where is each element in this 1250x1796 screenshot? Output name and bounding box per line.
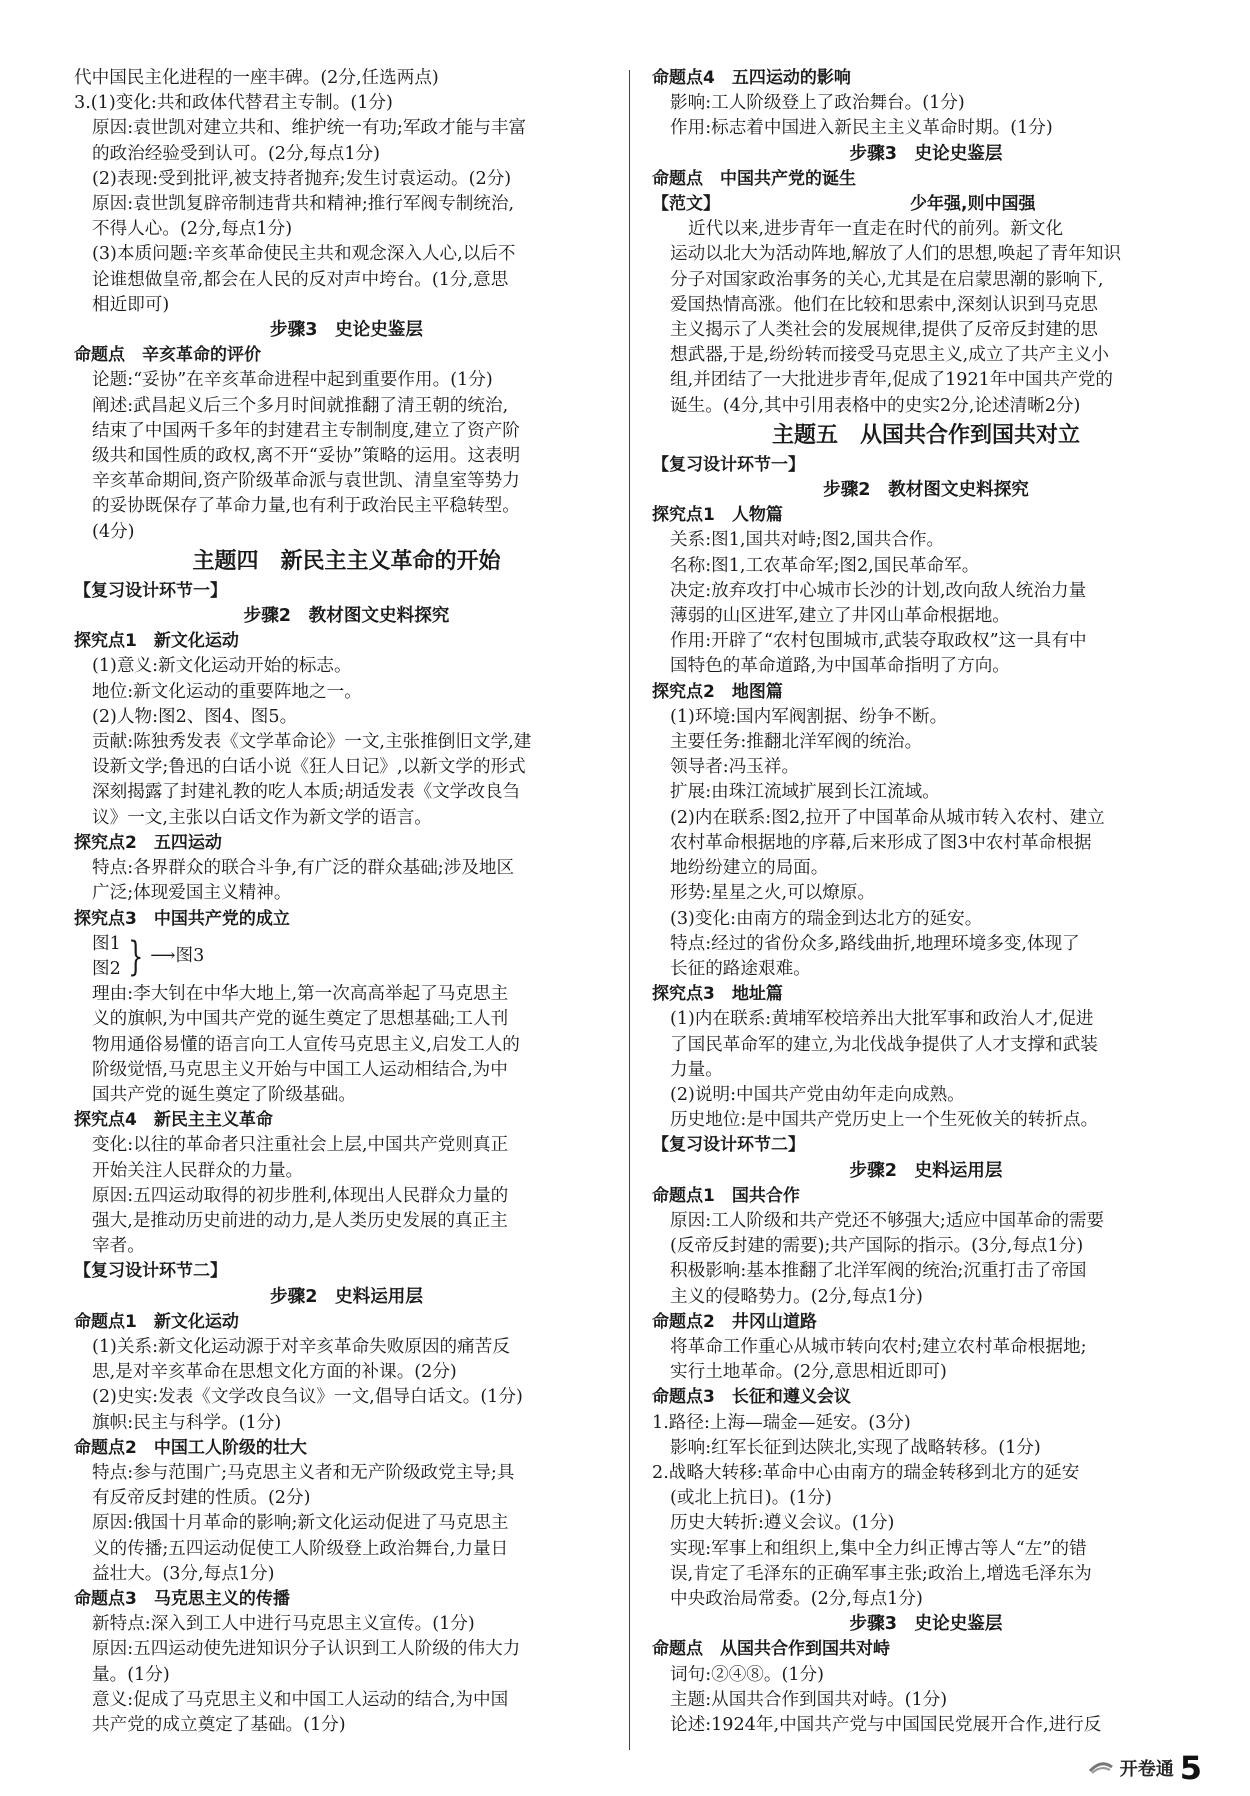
section-heading: 【复习设计环节一】 [652, 454, 805, 475]
text-line: 原因:五四运动取得的初步胜利,体现出人民群众力量的 [92, 1185, 509, 1206]
text-line: 原因:俄国十月革命的影响;新文化运动促进了马克思主 [92, 1513, 509, 1534]
text-line: 广泛;体现爱国主义精神。 [92, 883, 292, 904]
text-line: 原因:袁世凯对建立共和、维护统一有功;军政才能与丰富 [92, 118, 527, 139]
text-line: 论题:“妥协”在辛亥革命进程中起到重要作用。(1分) [92, 370, 493, 391]
text-line: 误,肯定了毛泽东的正确军事主张;政治上,增选毛泽东为 [670, 1563, 1092, 1584]
text-line: (1)意义:新文化运动开始的标志。 [92, 656, 352, 677]
text-line: 变化:以往的革命者只注重社会上层,中国共产党则真正 [92, 1135, 509, 1156]
text-line: 思,是对辛亥革命在思想文化方面的补课。(2分) [92, 1362, 457, 1383]
figure-label: 图2 [92, 958, 121, 979]
text-line: 的政治经验受到认可。(2分,每点1分) [92, 143, 381, 164]
text-line: 共产党的成立奠定了基础。(1分) [92, 1715, 346, 1735]
text-line: 分子对国家政治事务的关心,尤其是在启蒙思潮的影响下, [670, 269, 1104, 290]
point-heading: 命题点 从国共合作到国共对峙 [652, 1639, 890, 1660]
text-line: 影响:红军长征到达陕北,实现了战略转移。(1分) [670, 1437, 1041, 1458]
right-column [652, 66, 1200, 1738]
point-heading: 命题点 中国共产党的诞生 [652, 168, 856, 189]
text-line: 将革命工作重心从城市转向农村;建立农村革命根据地; [670, 1336, 1087, 1357]
text-line: 结束了中国两千多年的封建君主专制制度,建立了资产阶 [92, 420, 520, 441]
text-line: (2)史实:发表《文学改良刍议》一文,倡导白话文。(1分) [92, 1387, 523, 1408]
text-line: 新特点:深入到工人中进行马克思主义宣传。(1分) [92, 1614, 475, 1635]
text-line: 想武器,于是,纷纷转而接受马克思主义,成立了共产主义小 [670, 345, 1110, 366]
text-line: 1.路径:上海—瑞金—延安。(3分) [652, 1412, 911, 1433]
section-heading: 【复习设计环节一】 [74, 580, 227, 601]
text-line: 形势:星星之火,可以燎原。 [670, 883, 876, 904]
text-line: (2)说明:中国共产党由幼年走向成熟。 [670, 1084, 965, 1105]
point-heading: 探究点1 人物篇 [652, 505, 783, 526]
point-heading: 探究点2 五四运动 [74, 832, 222, 853]
page-number: 5 [1179, 1749, 1202, 1787]
figure-label: 图3 [175, 946, 205, 967]
step-heading: 步骤3 史论史鉴层 [849, 1614, 1003, 1635]
text-line: 开始关注人民群众的力量。 [92, 1160, 304, 1181]
text-line: 阐述:武昌起义后三个多月时间就推翻了清王朝的统治, [92, 395, 509, 416]
step-heading: 步骤3 史论史鉴层 [849, 143, 1003, 164]
text-line: 2.战略大转移:革命中心由南方的瑞金转移到北方的延安 [652, 1462, 1080, 1483]
sample-essay-label: 【范文】 [652, 194, 720, 215]
brace-glyph: } [127, 933, 144, 980]
text-line: (1)内在联系:黄埔军校培养出大批军事和政治人才,促进 [670, 1009, 1094, 1030]
text-line: 议》一文,主张以白话文作为新文学的语言。 [92, 807, 432, 828]
text-line: 国共产党的诞生奠定了阶级基础。 [92, 1084, 356, 1105]
text-line: 辛亥革命期间,资产阶级革命派与袁世凯、清皇室等势力 [92, 471, 520, 492]
step-heading: 步骤2 史料运用层 [849, 1160, 1003, 1181]
text-line: 义的传播;五四运动促使工人阶级登上政治舞台,力量日 [92, 1538, 509, 1559]
figure-label: 图1 [92, 933, 121, 954]
text-line: 诞生。(4分,其中引用表格中的史实2分,论述清晰2分) [670, 395, 1081, 416]
text-line: 特点:经过的省份众多,路线曲折,地理环境多变,体现了 [670, 933, 1080, 954]
brand-name: 开卷通 [1119, 1759, 1174, 1780]
step-heading: 步骤2 教材图文史料探究 [823, 480, 1029, 501]
text-line: 旗帜:民主与科学。(1分) [92, 1412, 282, 1433]
column-divider [629, 70, 630, 1750]
topic-heading: 主题五 从国共合作到国共对立 [771, 422, 1080, 448]
text-line: 强大,是推动历史前进的动力,是人类历史发展的真正主 [92, 1210, 508, 1231]
section-heading: 【复习设计环节二】 [74, 1261, 227, 1282]
arrow-glyph: ⟶ [150, 946, 176, 967]
text-line: 影响:工人阶级登上了政治舞台。(1分) [670, 93, 965, 114]
text-line: (或北上抗日)。(1分) [670, 1488, 832, 1509]
text-line: 了国民革命军的建立,为北伐战争提供了人才支撑和武装 [670, 1034, 1098, 1055]
text-line: 关系:图1,国共对峙;图2,国共合作。 [670, 530, 945, 551]
text-line: 农村革命根据地的序幕,后来形成了图3中农村革命根据 [670, 832, 1092, 853]
figure-relation [74, 932, 619, 982]
text-line: 运动以北大为活动阵地,解放了人们的思想,唤起了青年知识 [670, 244, 1122, 265]
point-heading: 命题点3 马克思主义的传播 [74, 1588, 290, 1609]
page-footer [1088, 1749, 1202, 1787]
point-heading: 命题点2 井冈山道路 [652, 1311, 817, 1332]
text-line: 词句:②④⑧。(1分) [670, 1664, 825, 1685]
text-line: 长征的路途艰难。 [670, 958, 811, 979]
text-line: 宰者。 [92, 1236, 145, 1257]
text-line: (1)环境:国内军阀割据、纷争不断。 [670, 706, 948, 727]
text-line: 积极影响:基本推翻了北洋军阀的统治;沉重打击了帝国 [670, 1261, 1087, 1282]
section-heading: 【复习设计环节二】 [652, 1135, 805, 1156]
text-line: 主义的侵略势力。(2分,每点1分) [670, 1286, 923, 1307]
text-line: 物用通俗易懂的语言向工人宣传马克思主义,启发工人的 [92, 1034, 520, 1055]
text-line: 有反帝反封建的性质。(2分) [92, 1488, 311, 1509]
point-heading: 命题点4 五四运动的影响 [652, 68, 851, 88]
text-line: (3)变化:由南方的瑞金到达北方的延安。 [670, 908, 983, 929]
text-line: 义的旗帜,为中国共产党的诞生奠定了思想基础;工人刊 [92, 1009, 509, 1030]
text-line: 3.(1)变化:共和政体代替君主专制。(1分) [74, 93, 393, 114]
text-line: 原因:袁世凯复辟帝制违背共和精神;推行军阀专制统治, [92, 194, 515, 215]
text-line: 的妥协既保存了革命力量,也有利于政治民主平稳转型。 [92, 496, 520, 517]
text-line: 组,并团结了一大批进步青年,促成了1921年中国共产党的 [670, 370, 1114, 391]
text-line: 中央政治局常委。(2分,每点1分) [670, 1588, 923, 1609]
text-line: 贡献:陈独秀发表《文学革命论》一文,主张推倒旧文学,建 [92, 732, 532, 753]
text-line: 不得人心。(2分,每点1分) [92, 219, 293, 240]
text-line: 级共和国性质的政权,离不开“妥协”策略的运用。这表明 [92, 446, 521, 467]
text-line: (2)人物:图2、图4、图5。 [92, 706, 298, 727]
text-line: 力量。 [670, 1059, 723, 1080]
left-column [74, 66, 619, 1738]
text-line: (1)关系:新文化运动源于对辛亥革命失败原因的痛苦反 [92, 1336, 510, 1357]
text-line: (2)内在联系:图2,拉开了中国革命从城市转入农村、建立 [670, 807, 1105, 828]
text-line: 实行土地革命。(2分,意思相近即可) [670, 1362, 947, 1383]
text-line: 作用:开辟了“农村包围城市,武装夺取政权”这一具有中 [670, 631, 1087, 652]
point-heading: 命题点1 国共合作 [652, 1185, 800, 1206]
sample-essay-title: 少年强,则中国强 [910, 194, 1036, 215]
text-line: 主义揭示了人类社会的发展规律,提供了反帝反封建的思 [670, 320, 1098, 341]
text-line: 原因:五四运动使先进知识分子认识到工人阶级的伟大力 [92, 1639, 521, 1660]
text-line: (2)表现:受到批评,被支持者抛弃;发生讨袁运动。(2分) [92, 168, 512, 189]
text-line: 特点:各界群众的联合斗争,有广泛的群众基础;涉及地区 [92, 858, 515, 879]
point-heading: 命题点2 中国工人阶级的壮大 [74, 1437, 307, 1458]
topic-heading: 主题四 新民主主义革命的开始 [192, 548, 501, 574]
point-heading: 探究点3 地址篇 [652, 984, 783, 1005]
text-line: 益壮大。(3分,每点1分) [92, 1563, 275, 1584]
text-line: 原因:工人阶级和共产党还不够强大;适应中国革命的需要 [670, 1210, 1105, 1231]
sample-essay-header [652, 192, 1200, 217]
text-line: 相近即可) [92, 294, 170, 315]
text-line: 论述:1924年,中国共产党与中国国民党展开合作,进行反 [670, 1715, 1102, 1735]
text-line: 理由:李大钊在中华大地上,第一次高高举起了马克思主 [92, 984, 509, 1005]
text-line: 扩展:由珠江流域扩展到长江流域。 [670, 782, 940, 803]
point-heading: 命题点 辛亥革命的评价 [74, 345, 261, 366]
text-line: 主题:从国共合作到国共对峙。(1分) [670, 1689, 948, 1710]
point-heading: 探究点2 地图篇 [652, 681, 783, 702]
text-line: 决定:放弃攻打中心城市长沙的计划,改向敌人统治力量 [670, 580, 1087, 601]
step-heading: 步骤2 史料运用层 [270, 1286, 423, 1307]
text-line: 设新文学;鲁迅的白话小说《狂人日记》,以新文学的形式 [92, 757, 526, 778]
text-line: 阶级觉悟,马克思主义开始与中国工人运动相结合,为中 [92, 1059, 508, 1080]
text-line: 名称:图1,工农革命军;图2,国民革命军。 [670, 555, 980, 576]
text-line: 地纷纷建立的局面。 [670, 858, 829, 879]
text-line: 近代以来,进步青年一直走在时代的前列。新文化 [688, 219, 1064, 240]
point-heading: 探究点4 新民主主义革命 [74, 1110, 273, 1131]
text-line: 历史地位:是中国共产党历史上一个生死攸关的转折点。 [670, 1110, 1099, 1131]
text-line: 代中国民主化进程的一座丰碑。(2分,任选两点) [74, 68, 439, 88]
text-line: 地位:新文化运动的重要阵地之一。 [92, 681, 362, 702]
text-line: 深刻揭露了封建礼教的吃人本质;胡适发表《文学改良刍 [92, 782, 521, 803]
brand-logo-icon [1088, 1757, 1114, 1779]
text-line: 特点:参与范围广;马克思主义者和无产阶级政党主导;具 [92, 1462, 515, 1483]
text-line: 领导者:冯玉祥。 [670, 757, 800, 778]
point-heading: 命题点3 长征和遵义会议 [652, 1387, 851, 1408]
point-heading: 探究点3 中国共产党的成立 [74, 908, 290, 929]
text-line: (3)本质问题:辛亥革命使民主共和观念深入人心,以后不 [92, 244, 516, 265]
text-line: 实现:军事上和组织上,集中全力纠正博古等人“左”的错 [670, 1538, 1087, 1559]
text-line: (反帝反封建的需要);共产国际的指示。(3分,每点1分) [670, 1236, 1084, 1257]
text-line: 量。(1分) [92, 1664, 170, 1685]
text-line: 历史大转折:遵义会议。(1分) [670, 1513, 895, 1534]
step-heading: 步骤2 教材图文史料探究 [243, 606, 450, 627]
text-line: 主要任务:推翻北洋军阀的统治。 [670, 732, 923, 753]
text-line: 国特色的革命道路,为中国革命指明了方向。 [670, 656, 1010, 677]
point-heading: 探究点1 新文化运动 [74, 631, 239, 652]
text-line: (4分) [92, 521, 135, 542]
text-line: 薄弱的山区进军,建立了井冈山革命根据地。 [670, 606, 1010, 627]
text-line: 作用:标志着中国进入新民主主义革命时期。(1分) [670, 118, 1053, 139]
text-line: 爱国热情高涨。他们在比较和思索中,深刻认识到马克思 [670, 294, 1098, 315]
text-line: 意义:促成了马克思主义和中国工人运动的结合,为中国 [92, 1689, 509, 1710]
point-heading: 命题点1 新文化运动 [74, 1311, 239, 1332]
text-line: 论谁想做皇帝,都会在人民的反对声中垮台。(1分,意思 [92, 269, 509, 290]
step-heading: 步骤3 史论史鉴层 [270, 320, 423, 341]
